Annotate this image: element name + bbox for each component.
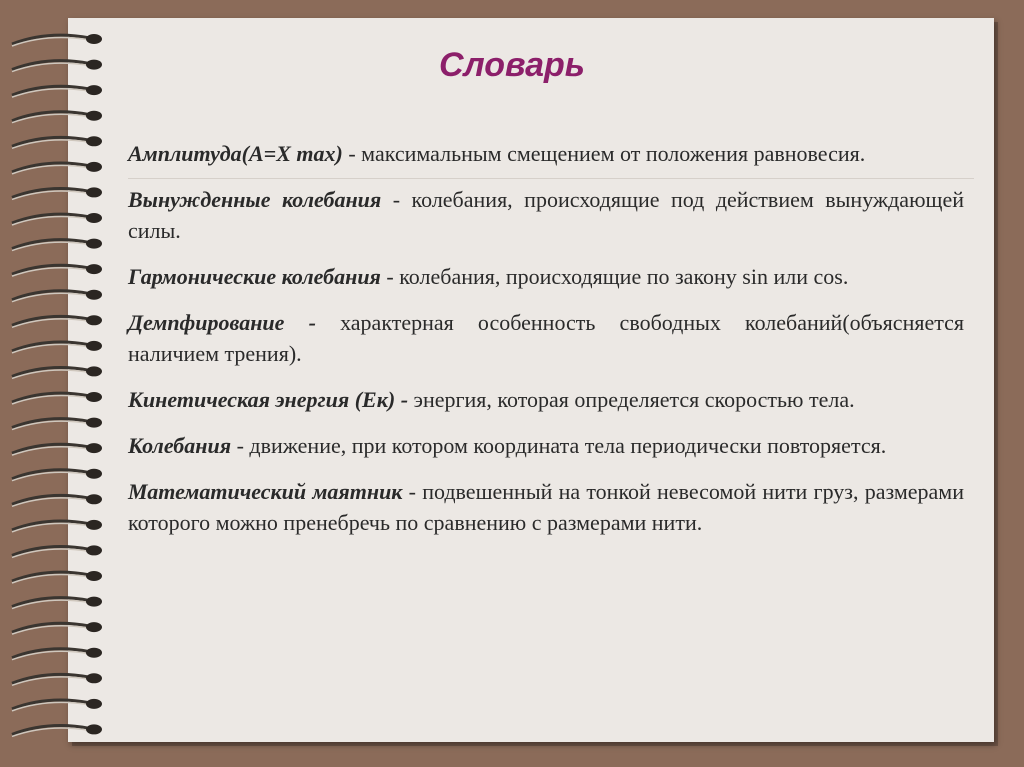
spiral-ring	[12, 136, 102, 148]
spiral-ring	[12, 520, 102, 532]
spiral-ring	[12, 162, 102, 174]
spiral-ring	[12, 392, 102, 404]
glossary-definition: - колебания, происходящие по закону sin или cos.	[380, 264, 849, 289]
glossary-definition: - движение, при котором координата тела периодически повторяется.	[231, 433, 887, 458]
glossary-list	[128, 138, 964, 553]
glossary-entry	[128, 476, 964, 538]
glossary-term: Демпфирование -	[128, 310, 316, 335]
glossary-term: Колебания	[128, 433, 232, 458]
glossary-definition: - подвешенный на тонкой невесомой нити груз, размерами которого можно пренебречь по сравнению с размерами нити.	[128, 479, 964, 535]
spiral-ring	[12, 673, 102, 685]
glossary-definition: - колебания, происходящие под действием вынуждающей силы.	[128, 187, 964, 243]
spiral-ring	[12, 443, 102, 455]
glossary-term: Кинетическая энергия (Ек) -	[128, 387, 409, 412]
spiral-ring	[12, 648, 102, 660]
spiral-ring	[12, 545, 102, 557]
spiral-ring	[12, 469, 102, 481]
spiral-ring	[12, 494, 102, 506]
spiral-ring	[12, 290, 102, 302]
spiral-ring	[12, 264, 102, 276]
spiral-ring	[12, 187, 102, 199]
glossary-definition: характерная особенность свободных колебаний(объясняется наличием трения).	[128, 310, 964, 366]
glossary-entry	[128, 138, 964, 169]
spiral-ring	[12, 315, 102, 327]
spiral-ring	[12, 366, 102, 378]
glossary-entry	[128, 307, 964, 369]
spiral-ring	[12, 341, 102, 353]
spiral-ring	[12, 724, 102, 736]
spiral-ring	[12, 418, 102, 430]
spiral-ring	[12, 622, 102, 634]
page-title: Словарь	[439, 46, 585, 84]
glossary-term: Математический маятник	[128, 479, 403, 504]
glossary-entry	[128, 430, 964, 461]
spiral-ring	[12, 699, 102, 711]
spiral-binding	[8, 26, 108, 742]
glossary-entry	[128, 261, 964, 292]
glossary-entry	[128, 384, 964, 415]
spiral-ring	[12, 85, 102, 97]
glossary-entry	[128, 184, 964, 246]
glossary-term: Амплитуда(А=Х max)	[128, 141, 343, 166]
spiral-ring	[12, 213, 102, 225]
glossary-term: Гармонические колебания	[128, 264, 381, 289]
glossary-term: Вынужденные колебания	[128, 187, 382, 212]
spiral-ring	[12, 34, 102, 46]
glossary-definition: - максимальным смещением от положения равновесия.	[342, 141, 866, 166]
spiral-ring	[12, 597, 102, 609]
spiral-ring	[12, 571, 102, 583]
spiral-ring	[12, 239, 102, 251]
spiral-ring	[12, 111, 102, 123]
glossary-definition: энергия, которая определяется скоростью тела.	[408, 387, 855, 412]
